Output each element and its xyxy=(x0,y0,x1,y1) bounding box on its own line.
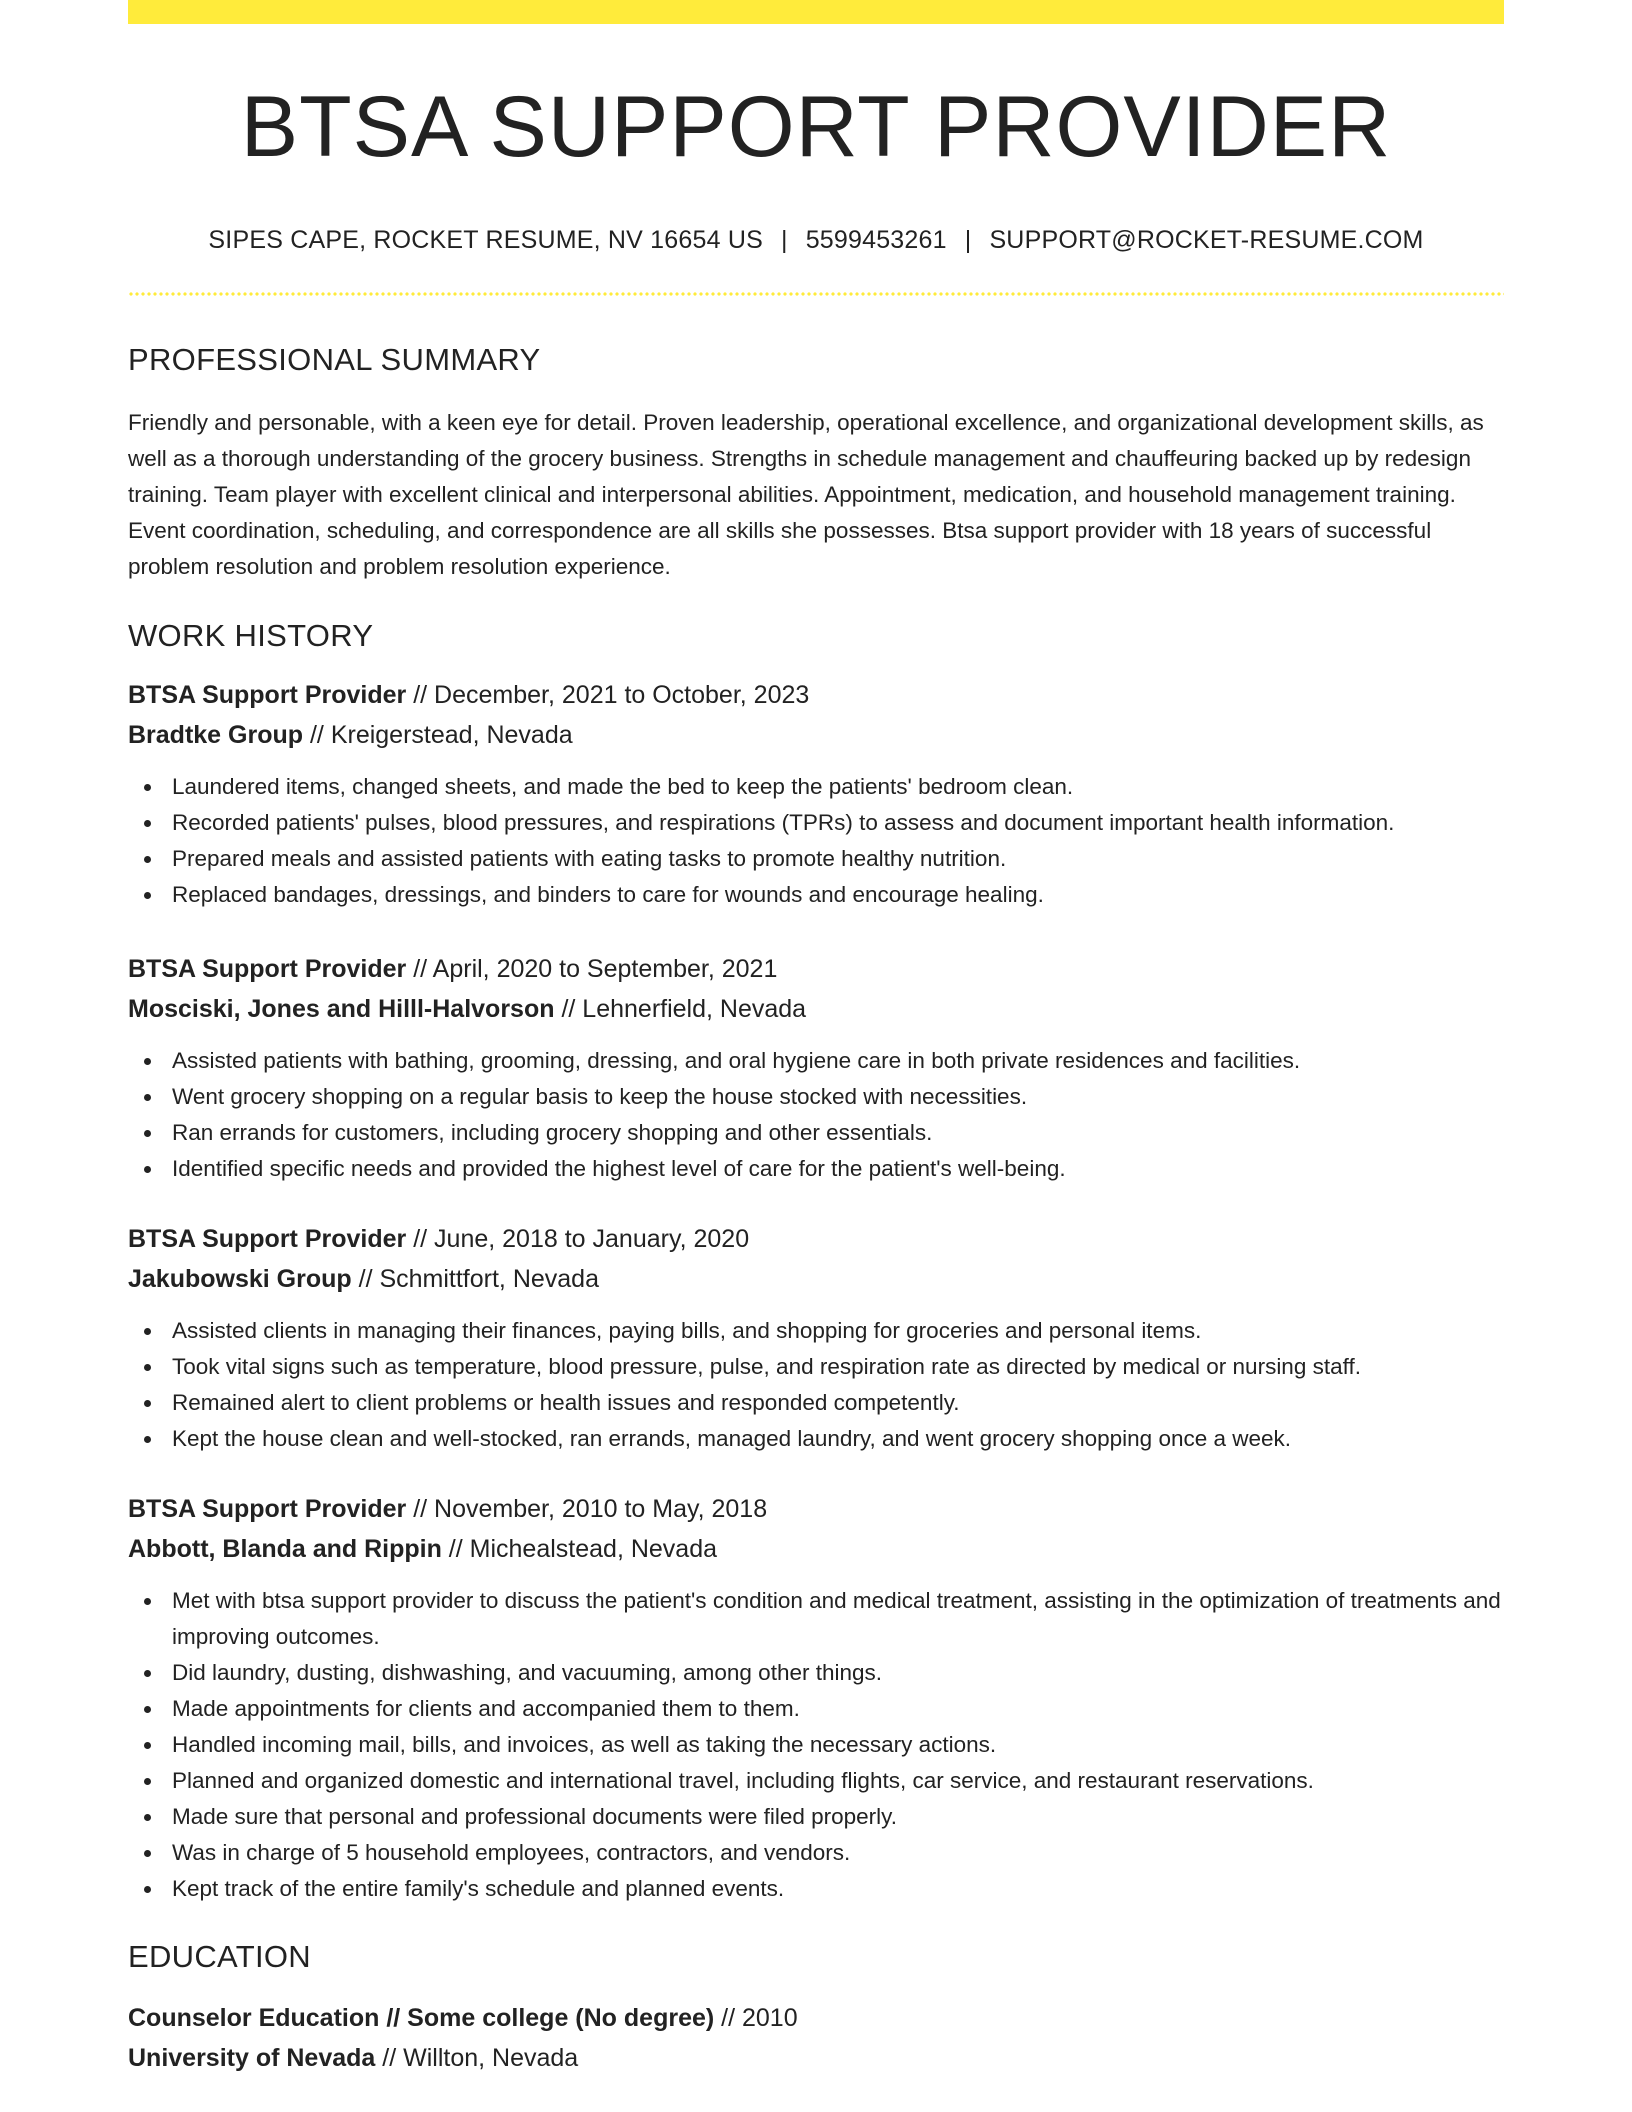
job-company-line xyxy=(128,989,1504,1029)
job-entry xyxy=(128,949,1504,1187)
job-bullets xyxy=(128,1313,1504,1457)
list-item: Prepared meals and assisted patients with eating tasks to promote healthy nutrition. xyxy=(128,841,1504,877)
job-title-line xyxy=(128,949,1504,989)
job-title-line xyxy=(128,1219,1504,1259)
list-item: Kept track of the entire family's schedule and planned events. xyxy=(128,1871,1504,1907)
job-company: Abbott, Blanda and Rippin xyxy=(128,1535,442,1563)
list-item: Ran errands for customers, including grocery shopping and other essentials. xyxy=(128,1115,1504,1151)
job-title-line xyxy=(128,1489,1504,1529)
job-title-line xyxy=(128,675,1504,715)
resume-page xyxy=(128,0,1504,2078)
job-dates: // June, 2018 to January, 2020 xyxy=(406,1225,750,1253)
list-item: Laundered items, changed sheets, and made the bed to keep the patients' bedroom clean. xyxy=(128,769,1504,805)
education-school-line xyxy=(128,2038,1504,2078)
contact-line xyxy=(128,228,1504,253)
contact-address: SIPES CAPE, ROCKET RESUME, NV 16654 US xyxy=(208,226,763,254)
job-company: Jakubowski Group xyxy=(128,1265,352,1293)
contact-email: SUPPORT@ROCKET-RESUME.COM xyxy=(989,226,1424,254)
education-year: // 2010 xyxy=(714,2004,798,2032)
list-item: Was in charge of 5 household employees, contractors, and vendors. xyxy=(128,1835,1504,1871)
list-item: Took vital signs such as temperature, blood pressure, pulse, and respiration rate as directed by medical or nursing staff. xyxy=(128,1349,1504,1385)
job-dates: // November, 2010 to May, 2018 xyxy=(406,1495,768,1523)
education-entry xyxy=(128,1998,1504,2078)
job-entry xyxy=(128,1489,1504,1907)
list-item: Kept the house clean and well-stocked, ran errands, managed laundry, and went grocery shopping once a week. xyxy=(128,1421,1504,1457)
job-bullets xyxy=(128,1043,1504,1187)
dotted-divider xyxy=(128,292,1504,296)
job-company-line xyxy=(128,715,1504,755)
job-company: Bradtke Group xyxy=(128,721,304,749)
job-bullets xyxy=(128,769,1504,913)
list-item: Met with btsa support provider to discuss the patient's condition and medical treatment, assisting in the optimization of treatments and improving outcomes. xyxy=(128,1583,1504,1655)
work-history-heading: WORK HISTORY xyxy=(128,618,374,653)
education-location: // Willton, Nevada xyxy=(375,2044,579,2072)
summary-heading: PROFESSIONAL SUMMARY xyxy=(128,342,541,377)
job-company-line xyxy=(128,1529,1504,1569)
list-item: Went grocery shopping on a regular basis to keep the house stocked with necessities. xyxy=(128,1079,1504,1115)
job-location: // Lehnerfield, Nevada xyxy=(554,995,807,1023)
contact-separator: | xyxy=(964,226,972,254)
page-title: BTSA SUPPORT PROVIDER xyxy=(240,79,1392,175)
list-item: Identified specific needs and provided the highest level of care for the patient's well-being. xyxy=(128,1151,1504,1187)
list-item: Planned and organized domestic and international travel, including flights, car service, and restaurant reservations. xyxy=(128,1763,1504,1799)
education-degree: Counselor Education // Some college (No degree) xyxy=(128,2004,715,2032)
list-item: Made appointments for clients and accompanied them to them. xyxy=(128,1691,1504,1727)
list-item: Replaced bandages, dressings, and binders to care for wounds and encourage healing. xyxy=(128,877,1504,913)
list-item: Made sure that personal and professional documents were filed properly. xyxy=(128,1799,1504,1835)
job-role: BTSA Support Provider xyxy=(128,681,407,709)
job-entry xyxy=(128,1219,1504,1457)
list-item: Recorded patients' pulses, blood pressures, and respirations (TPRs) to assess and document important health information. xyxy=(128,805,1504,841)
job-bullets xyxy=(128,1583,1504,1907)
education-school: University of Nevada xyxy=(128,2044,376,2072)
list-item: Handled incoming mail, bills, and invoices, as well as taking the necessary actions. xyxy=(128,1727,1504,1763)
job-location: // Kreigerstead, Nevada xyxy=(303,721,573,749)
education-degree-line xyxy=(128,1998,1504,2038)
contact-phone: 5599453261 xyxy=(805,226,947,254)
job-role: BTSA Support Provider xyxy=(128,1225,407,1253)
contact-separator: | xyxy=(780,226,788,254)
job-location: // Schmittfort, Nevada xyxy=(351,1265,599,1293)
accent-top-bar xyxy=(128,0,1504,24)
list-item: Assisted patients with bathing, grooming, dressing, and oral hygiene care in both private residences and facilities. xyxy=(128,1043,1504,1079)
job-dates: // December, 2021 to October, 2023 xyxy=(406,681,810,709)
list-item: Did laundry, dusting, dishwashing, and vacuuming, among other things. xyxy=(128,1655,1504,1691)
job-company: Mosciski, Jones and Hilll-Halvorson xyxy=(128,995,555,1023)
list-item: Remained alert to client problems or health issues and responded competently. xyxy=(128,1385,1504,1421)
job-dates: // April, 2020 to September, 2021 xyxy=(406,955,778,983)
job-role: BTSA Support Provider xyxy=(128,955,407,983)
list-item: Assisted clients in managing their finances, paying bills, and shopping for groceries and personal items. xyxy=(128,1313,1504,1349)
job-role: BTSA Support Provider xyxy=(128,1495,407,1523)
education-heading: EDUCATION xyxy=(128,1939,311,1974)
job-location: // Michealstead, Nevada xyxy=(441,1535,718,1563)
summary-text: Friendly and personable, with a keen eye for detail. Proven leadership, operational excellence, and organizational development skills, as well as a thorough understanding of the grocery business. Strengths in schedule management and chauffeuring backed up by redesign training. Team player with excellent clinical and interpersonal abilities. Appointment, medication, and household management training. Event coordination, scheduling, and correspondence are all skills she possesses. Btsa support provider with 18 years of successful problem resolution and problem resolution experience. xyxy=(128,410,1484,579)
job-company-line xyxy=(128,1259,1504,1299)
job-entry xyxy=(128,675,1504,913)
